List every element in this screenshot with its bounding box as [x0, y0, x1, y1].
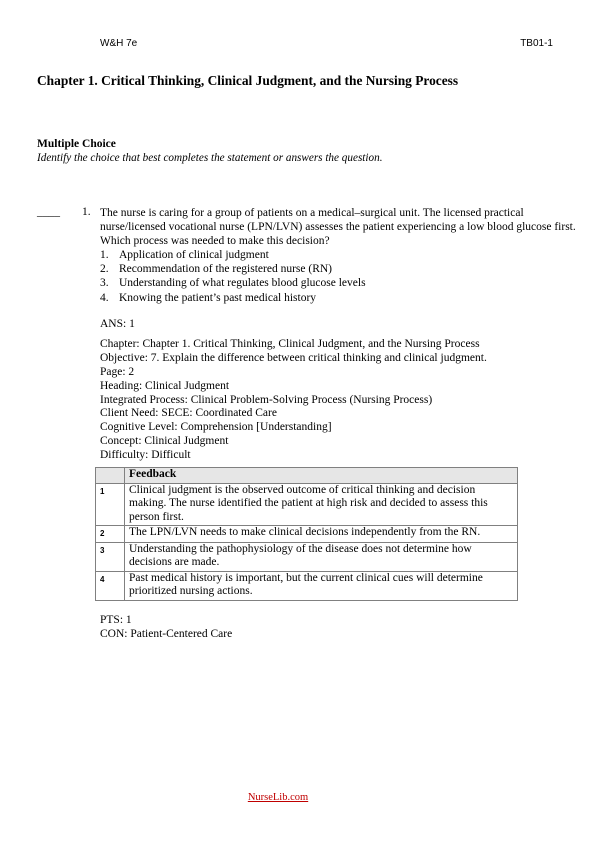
footer-link[interactable]: NurseLib.com — [247, 792, 309, 803]
feedback-option-number: 2 — [96, 526, 125, 543]
answer-option — [100, 248, 366, 262]
header-right: TB01-1 — [520, 38, 553, 49]
option-text: Knowing the patient’s past medical history — [119, 291, 317, 304]
meta-cognitive-level: Cognitive Level: Comprehension [Understanding] — [100, 421, 332, 434]
meta-concept: Concept: Clinical Judgment — [100, 435, 229, 448]
question-number: 1. — [82, 206, 91, 218]
answer-key: ANS: 1 — [100, 318, 135, 330]
section-instructions: Identify the choice that best completes the statement or answers the question. — [37, 152, 383, 164]
meta-heading: Heading: Clinical Judgment — [100, 379, 230, 392]
meta-page: Page: 2 — [100, 365, 135, 378]
option-text: Application of clinical judgment — [119, 249, 269, 261]
feedback-header: Feedback — [125, 468, 518, 484]
table-row — [96, 542, 518, 571]
feedback-option-number: 3 — [96, 542, 125, 571]
option-number: 3. — [100, 277, 109, 290]
feedback-text: The LPN/LVN needs to make clinical decisions independently from the RN. — [125, 526, 518, 543]
answer-option — [100, 276, 366, 290]
answer-option — [100, 262, 366, 276]
feedback-text: Clinical judgment is the observed outcome of critical thinking and decision making. The nurse identified the patient at high risk and decided to assess this person first. — [125, 483, 518, 526]
meta-client-need: Client Need: SECE: Coordinated Care — [100, 407, 277, 420]
meta-difficulty: Difficulty: Difficult — [100, 449, 191, 462]
scoring-metadata — [100, 614, 232, 642]
section-heading: Multiple Choice — [37, 138, 116, 150]
feedback-text: Understanding the pathophysiology of the disease does not determine how decisions are made. — [125, 542, 518, 571]
option-text: Understanding of what regulates blood glucose levels — [119, 277, 366, 290]
question-stem: The nurse is caring for a group of patients on a medical–surgical unit. The licensed practical nurse/licensed vocational nurse (LPN/LVN) assesses the patient experiencing a low blood glucose first. Which process was needed to make this decision? — [100, 207, 576, 248]
table-row — [96, 571, 518, 600]
feedback-option-number: 1 — [96, 483, 125, 526]
answer-options — [100, 248, 366, 305]
chapter-title: Chapter 1. Critical Thinking, Clinical Judgment, and the Nursing Process — [37, 73, 459, 88]
feedback-corner-cell — [96, 468, 125, 484]
table-row — [96, 483, 518, 526]
concept-category: CON: Patient-Centered Care — [100, 627, 233, 640]
meta-integrated-process: Integrated Process: Clinical Problem-Solving Process (Nursing Process) — [100, 393, 433, 406]
meta-chapter: Chapter: Chapter 1. Critical Thinking, Clinical Judgment, and the Nursing Process — [100, 337, 480, 350]
answer-option — [100, 291, 366, 305]
table-row — [96, 526, 518, 543]
feedback-header-row — [96, 468, 518, 484]
feedback-table — [95, 467, 518, 601]
question-metadata — [100, 318, 487, 463]
option-number: 4. — [100, 291, 109, 304]
header-left: W&H 7e — [100, 38, 138, 49]
option-text: Recommendation of the registered nurse (RN) — [119, 263, 333, 276]
answer-blank: ____ — [37, 206, 60, 218]
option-number: 2. — [100, 263, 109, 276]
option-number: 1. — [100, 249, 109, 261]
feedback-text: Past medical history is important, but the current clinical cues will determine prioritized nursing actions. — [125, 571, 518, 600]
points: PTS: 1 — [100, 614, 132, 626]
feedback-option-number: 4 — [96, 571, 125, 600]
meta-objective: Objective: 7. Explain the difference between critical thinking and clinical judgment. — [100, 351, 487, 364]
